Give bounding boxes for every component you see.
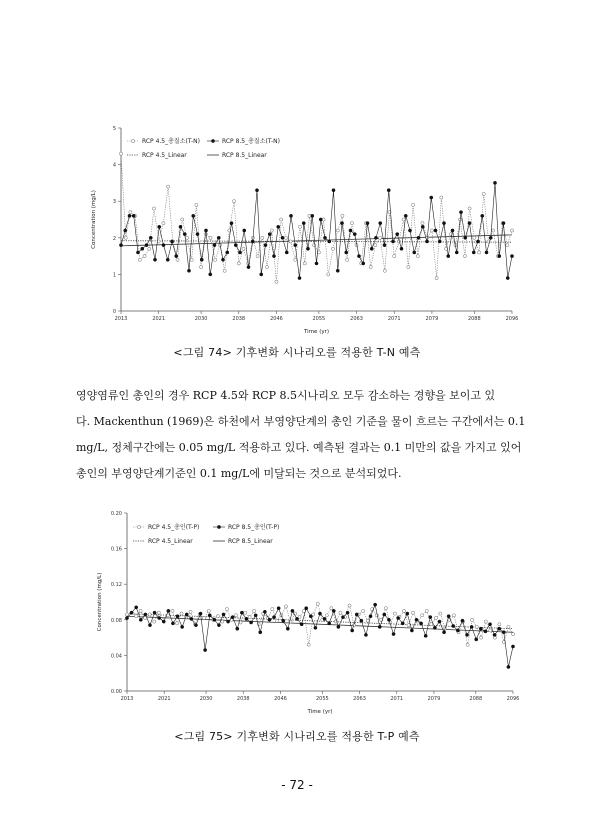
rcp45-data-point (425, 609, 428, 612)
rcp45-data-point (489, 629, 492, 632)
y-tick-label: 4 (112, 162, 116, 169)
rcp45-data-point (180, 612, 183, 615)
y-tick-label: 3 (112, 199, 116, 206)
x-tick-label: 2038 (236, 696, 250, 702)
x-tick-label: 2096 (505, 316, 519, 322)
rcp85-data-point (300, 623, 303, 626)
x-tick-label: 2063 (353, 696, 366, 702)
rcp85-data-point (162, 620, 165, 623)
rcp85-data-point (502, 631, 505, 634)
legend-marker-swatch (137, 525, 140, 528)
rcp45-data-point (139, 609, 142, 612)
rcp45-data-point (153, 620, 156, 623)
rcp85-data-point (383, 613, 386, 616)
rcp85-data-point (245, 617, 248, 620)
legend-label: RCP 4.5_Linear (148, 538, 193, 545)
page-number: - 72 - (281, 778, 313, 792)
rcp85-data-point (305, 607, 308, 610)
x-tick-label: 2030 (194, 316, 208, 322)
rcp85-data-point (231, 616, 234, 619)
rcp45-data-point (484, 620, 487, 623)
rcp85-data-point (442, 631, 445, 634)
rcp45-data-point (134, 615, 137, 618)
rcp85-data-point (135, 606, 138, 609)
rcp85-data-point (392, 632, 395, 635)
rcp85-data-point (176, 615, 179, 618)
y-axis-title: Concentration (mg/L) (91, 190, 97, 249)
rcp85-data-point (351, 629, 354, 632)
rcp45-data-point (439, 612, 442, 615)
legend-label: RCP 4.5_총질소(T-N) (142, 138, 200, 145)
rcp45-data-point (471, 618, 474, 621)
rcp85-data-point (484, 630, 487, 633)
figure-74-caption: <그림 74> 기후변화 시나리오를 적용한 T-N 예측 (173, 346, 421, 359)
rcp85-data-point (167, 609, 170, 612)
rcp45-data-point (175, 622, 178, 625)
rcp85-data-point (465, 633, 468, 636)
rcp85-data-point (272, 616, 275, 619)
y-tick-label: 0.08 (110, 617, 122, 624)
rcp85-data-point (222, 613, 225, 616)
rcp45-data-point (480, 636, 483, 639)
x-axis-title: Time (yr) (307, 709, 333, 715)
x-tick-label: 2013 (120, 696, 134, 702)
rcp85-data-point (181, 625, 184, 628)
body-paragraph (76, 383, 526, 487)
rcp85-data-point (208, 614, 211, 617)
y-axis-title: Concentration (mg/L) (97, 572, 103, 632)
legend-label: RCP 4.5_Linear (142, 152, 187, 159)
rcp85-data-point (511, 645, 514, 648)
x-axis-title: Time (yr) (303, 329, 330, 335)
rcp85-data-point (415, 618, 418, 621)
rcp85-data-point (470, 625, 473, 628)
x-tick-label: 2046 (274, 696, 287, 702)
rcp85-data-point (158, 616, 161, 619)
rcp85-data-point (429, 616, 432, 619)
rcp85-data-point (498, 627, 501, 630)
legend-label: RCP 4.5_총인(T-P) (148, 524, 200, 531)
rcp45-data-point (271, 608, 274, 611)
x-tick-label: 2021 (152, 316, 166, 322)
rcp85-data-point (291, 609, 294, 612)
y-tick-label: 0.16 (110, 546, 122, 553)
rcp85-data-point (130, 611, 133, 614)
y-tick-label: 0.04 (110, 653, 122, 660)
rcp45-data-point (339, 611, 342, 614)
rcp85-data-point (424, 634, 427, 637)
rcp85-data-point (249, 621, 252, 624)
rcp45-data-point (216, 615, 219, 618)
rcp85-data-point (360, 619, 363, 622)
rcp45-data-point (366, 619, 369, 622)
rcp85-data-point (378, 625, 381, 628)
rcp85-data-point (144, 613, 147, 616)
legend-label: RCP 8.5_Linear (228, 538, 273, 545)
y-tick-label: 1 (112, 272, 116, 279)
rcp85-data-point (461, 619, 464, 622)
rcp45-data-point (507, 625, 510, 628)
y-tick-label: 2 (112, 235, 116, 242)
rcp45-data-point (475, 625, 478, 628)
x-tick-label: 2079 (425, 316, 439, 322)
rcp45-data-point (434, 616, 437, 619)
paragraph-line: 영양염류인 총인의 경우 RCP 4.5와 RCP 8.5시나리오 모두 감소하는 경향을 보이고 있 (76, 389, 496, 402)
x-tick-label: 2013 (114, 316, 128, 322)
x-tick-label: 2088 (467, 316, 481, 322)
rcp85-data-point (282, 619, 285, 622)
rcp85-data-point (194, 624, 197, 627)
y-tick-label: 0.00 (110, 689, 122, 695)
rcp85-data-point (337, 625, 340, 628)
rcp85-data-point (401, 622, 404, 625)
rcp45-data-point (330, 607, 333, 610)
x-tick-label: 2088 (469, 696, 483, 702)
rcp85-data-point (295, 617, 298, 620)
rcp85-data-point (410, 629, 413, 632)
rcp85-data-point (507, 665, 510, 668)
rcp85-data-point (286, 627, 289, 630)
rcp85-data-point (374, 603, 377, 606)
legend-label: RCP 8.5_Linear (222, 152, 267, 159)
x-tick-label: 2071 (387, 316, 401, 322)
rcp85-data-point (190, 617, 193, 620)
x-tick-label: 2055 (315, 696, 329, 702)
rcp85-data-point (355, 613, 358, 616)
rcp85-data-point (148, 624, 151, 627)
rcp85-data-point (213, 618, 216, 621)
rcp45-data-point (511, 632, 514, 635)
rcp45-data-point (384, 607, 387, 610)
rcp85-data-point (153, 611, 156, 614)
rcp45-data-point (348, 604, 351, 607)
rcp85-data-point (125, 616, 128, 619)
rcp85-data-point (346, 611, 349, 614)
x-tick-label: 2046 (270, 316, 283, 322)
x-tick-label: 2030 (199, 696, 213, 702)
rcp45-data-point (284, 605, 287, 608)
rcp45-data-point (253, 609, 256, 612)
x-tick-label: 2055 (312, 316, 326, 322)
rcp85-data-point (406, 612, 409, 615)
x-tick-label: 2021 (157, 696, 171, 702)
rcp85-data-point (364, 633, 367, 636)
rcp45-data-point (225, 608, 228, 611)
rcp85-data-point (369, 615, 372, 618)
paragraph-line: mg/L, 정체구간에는 0.05 mg/L 적용하고 있다. 예측된 결과는 0.1 미만의 값을 가지고 있어 (76, 441, 522, 454)
rcp85-data-point (493, 633, 496, 636)
rcp45-data-point (325, 614, 328, 617)
legend-label: RCP 8.5_총인(T-P) (228, 524, 280, 531)
rcp85-data-point (447, 615, 450, 618)
rcp45-data-point (234, 614, 237, 617)
x-tick-label: 2071 (390, 696, 404, 702)
rcp45-data-point (452, 614, 455, 617)
rcp45-data-point (203, 616, 206, 619)
legend-marker-swatch (217, 525, 220, 528)
rcp45-data-point (189, 610, 192, 613)
rcp85-data-point (199, 612, 202, 615)
rcp85-data-point (259, 631, 262, 634)
rcp85-data-point (314, 626, 317, 629)
rcp45-data-point (362, 609, 365, 612)
rcp85-data-point (387, 618, 390, 621)
rcp45-data-point (316, 602, 319, 605)
rcp85-data-point (171, 622, 174, 625)
rcp85-data-point (419, 622, 422, 625)
rcp45-data-point (307, 643, 310, 646)
x-tick-label: 2038 (232, 316, 246, 322)
paragraph-line: 다. Mackenthun (1969)은 하천에서 부영양단계의 총인 기준을 물이 흐르는 구간에서는 0.1 (76, 415, 526, 428)
rcp45-data-point (421, 614, 424, 617)
rcp45-data-point (275, 619, 278, 622)
paragraph-line: 총인의 부영양단계기준인 0.1 mg/L에 미달되는 것으로 분석되었다. (76, 467, 402, 480)
rcp45-data-point (498, 623, 501, 626)
rcp85-data-point (139, 618, 142, 621)
x-tick-label: 2096 (506, 696, 520, 702)
rcp45-data-point (402, 609, 405, 612)
y-tick-label: 0.12 (110, 582, 122, 589)
rcp85-data-point (397, 616, 400, 619)
legend-label: RCP 8.5_총질소(T-N) (222, 138, 280, 145)
rcp85-data-point (452, 624, 455, 627)
rcp85-data-point (254, 614, 257, 617)
rcp85-data-point (479, 627, 482, 630)
rcp45-data-point (171, 609, 174, 612)
rcp85-data-point (323, 617, 326, 620)
rcp85-data-point (488, 623, 491, 626)
rcp85-data-point (226, 620, 229, 623)
rcp45-data-point (148, 613, 151, 616)
rcp45-data-point (411, 611, 414, 614)
rcp85-data-point (341, 616, 344, 619)
rcp45-data-point (125, 613, 128, 616)
x-tick-label: 2079 (427, 696, 441, 702)
x-tick-label: 2063 (350, 316, 363, 322)
rcp45-data-point (207, 609, 210, 612)
rcp45-data-point (466, 643, 469, 646)
y-tick-label: 0.20 (110, 511, 122, 517)
rcp85-data-point (475, 638, 478, 641)
y-tick-label: 0 (112, 309, 116, 315)
rcp45-data-point (393, 612, 396, 615)
rcp45-data-point (248, 616, 251, 619)
y-tick-label: 5 (112, 126, 116, 132)
rcp85-data-point (236, 627, 239, 630)
rcp85-data-point (438, 620, 441, 623)
rcp85-data-point (309, 615, 312, 618)
rcp85-data-point (277, 607, 280, 610)
rcp85-data-point (328, 622, 331, 625)
rcp45-data-point (243, 611, 246, 614)
rcp85-data-point (318, 612, 321, 615)
rcp85-data-point (268, 618, 271, 621)
rcp45-data-point (407, 624, 410, 627)
rcp45-data-point (157, 611, 160, 614)
figure-75-caption: <그림 75> 기후변화 시나리오를 적용한 T-P 예측 (174, 730, 420, 743)
rcp85-data-point (185, 613, 188, 616)
rcp85-data-point (217, 624, 220, 627)
rcp85-data-point (240, 611, 243, 614)
rcp85-data-point (263, 610, 266, 613)
rcp85-data-point (204, 648, 207, 651)
rcp85-data-point (433, 626, 436, 629)
rcp85-data-point (332, 609, 335, 612)
rcp85-data-point (456, 629, 459, 632)
rcp45-data-point (430, 623, 433, 626)
